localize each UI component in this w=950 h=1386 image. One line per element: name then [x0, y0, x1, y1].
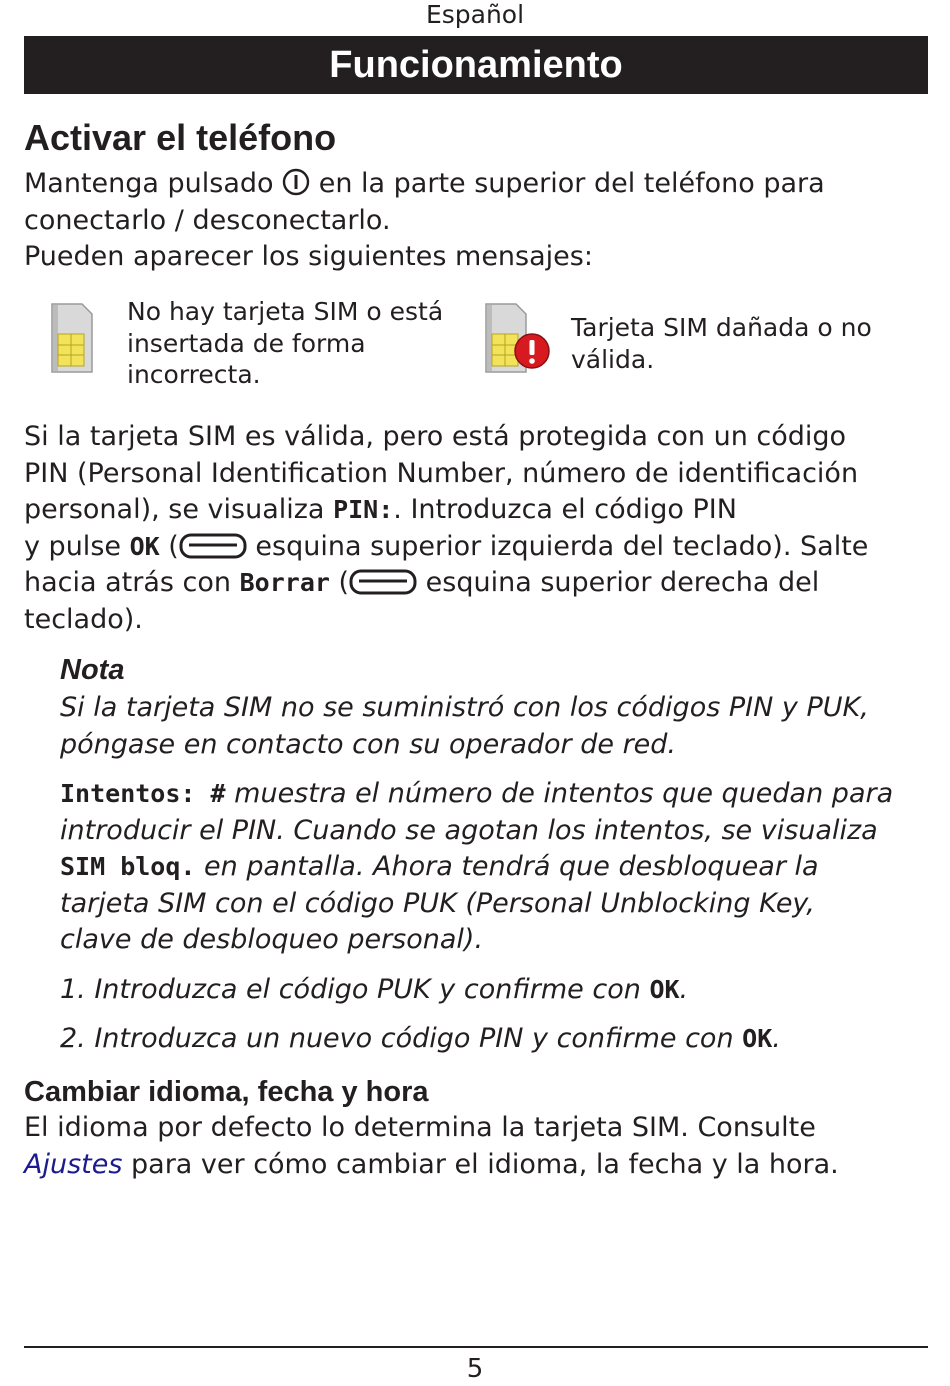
text-run: 1. Introduzca el código PUK y confirme con [60, 974, 650, 1005]
ok-key-label: OK [742, 1024, 773, 1053]
step-2 [60, 1021, 940, 1058]
section-header-bar [24, 36, 928, 94]
language-paragraph [24, 1110, 934, 1183]
text-line: póngase en contacto con su operador de red. [60, 728, 677, 760]
text-line [24, 492, 934, 529]
attempts-text [60, 776, 940, 959]
text-run: . [772, 1023, 781, 1054]
text-line: tarjeta SIM con el código PUK (Personal Unblocking Key, [60, 887, 815, 919]
pin-display-code: PIN: [333, 495, 394, 524]
text-line: El idioma por defecto lo determina la tarjeta SIM. Consulte [24, 1112, 816, 1143]
page-heading: Activar el teléfono [24, 117, 337, 158]
section-title: Funcionamiento [329, 44, 623, 86]
pin-paragraph [24, 419, 934, 638]
text-line [24, 166, 934, 203]
text-run: muestra el número de intentos que quedan para [225, 778, 894, 809]
text-line: Pueden aparecer los siguientes mensajes: [24, 241, 593, 272]
bad-sim-message: Tarjeta SIM dañada o no válida. [571, 313, 872, 374]
ok-key-label: OK [129, 531, 160, 561]
note-title: Nota [60, 654, 125, 686]
text-run: Mantenga pulsado [24, 168, 283, 199]
text-line: introducir el PIN. Cuando se agotan los intentos, se visualiza [60, 814, 878, 846]
attempts-code: Intentos: # [60, 779, 226, 808]
text-line: PIN (Personal Identification Number, número de identificación [24, 457, 859, 489]
text-line [60, 776, 940, 813]
text-run: y pulse [24, 530, 130, 562]
text-run: para ver cómo cambiar el idioma, la fecha y la hora. [122, 1148, 839, 1180]
left-softkey-icon [179, 533, 247, 559]
activate-paragraph [24, 166, 934, 276]
text-line: Si la tarjeta SIM no se suministró con los códigos PIN y PUK, [60, 692, 869, 723]
delete-key-label: Borrar [239, 568, 330, 597]
text-line: clave de desbloqueo personal). [60, 924, 484, 955]
text-run: personal), se visualiza [24, 494, 334, 525]
text-run: . [679, 974, 689, 1005]
text-line: conectarlo / desconectarlo. [24, 204, 391, 236]
text-line: teclado). [24, 603, 143, 635]
step-1 [60, 972, 940, 1009]
settings-link[interactable]: Ajustes [24, 1148, 123, 1180]
footer-divider [24, 1346, 928, 1348]
language-label: Español [425, 0, 525, 29]
sim-locked-code: SIM bloq. [60, 852, 196, 881]
text-line [24, 1147, 934, 1184]
sim-card-icon [48, 302, 96, 376]
text-line [60, 849, 940, 886]
text-run: ( [329, 567, 350, 598]
text-run: ( [159, 530, 179, 562]
text-run: en la parte superior del teléfono para [310, 168, 825, 199]
note-text [60, 690, 940, 763]
text-run: . Introduzca el código PIN [393, 494, 737, 525]
language-heading: Cambiar idioma, fecha y hora [24, 1076, 429, 1108]
right-softkey-icon [349, 569, 417, 595]
text-run: en pantalla. Ahora tendrá que desbloquear la [195, 851, 819, 882]
page-number: 5 [466, 1354, 484, 1384]
text-line [24, 565, 934, 602]
text-run: hacia atrás con [24, 567, 240, 598]
no-sim-message: No hay tarjeta SIM o está insertada de forma incorrecta. [127, 297, 444, 389]
ok-key-label: OK [649, 975, 680, 1004]
power-button-icon [282, 168, 310, 196]
text-line [24, 529, 934, 566]
text-line: Si la tarjeta SIM es válida, pero está protegida con un código [24, 421, 847, 452]
text-run: 2. Introduzca un nuevo código PIN y confirme con [60, 1023, 743, 1054]
sim-card-error-icon [482, 302, 552, 376]
text-run: esquina superior izquierda del teclado). Salte [246, 530, 869, 562]
text-run: esquina superior derecha del [417, 567, 820, 598]
